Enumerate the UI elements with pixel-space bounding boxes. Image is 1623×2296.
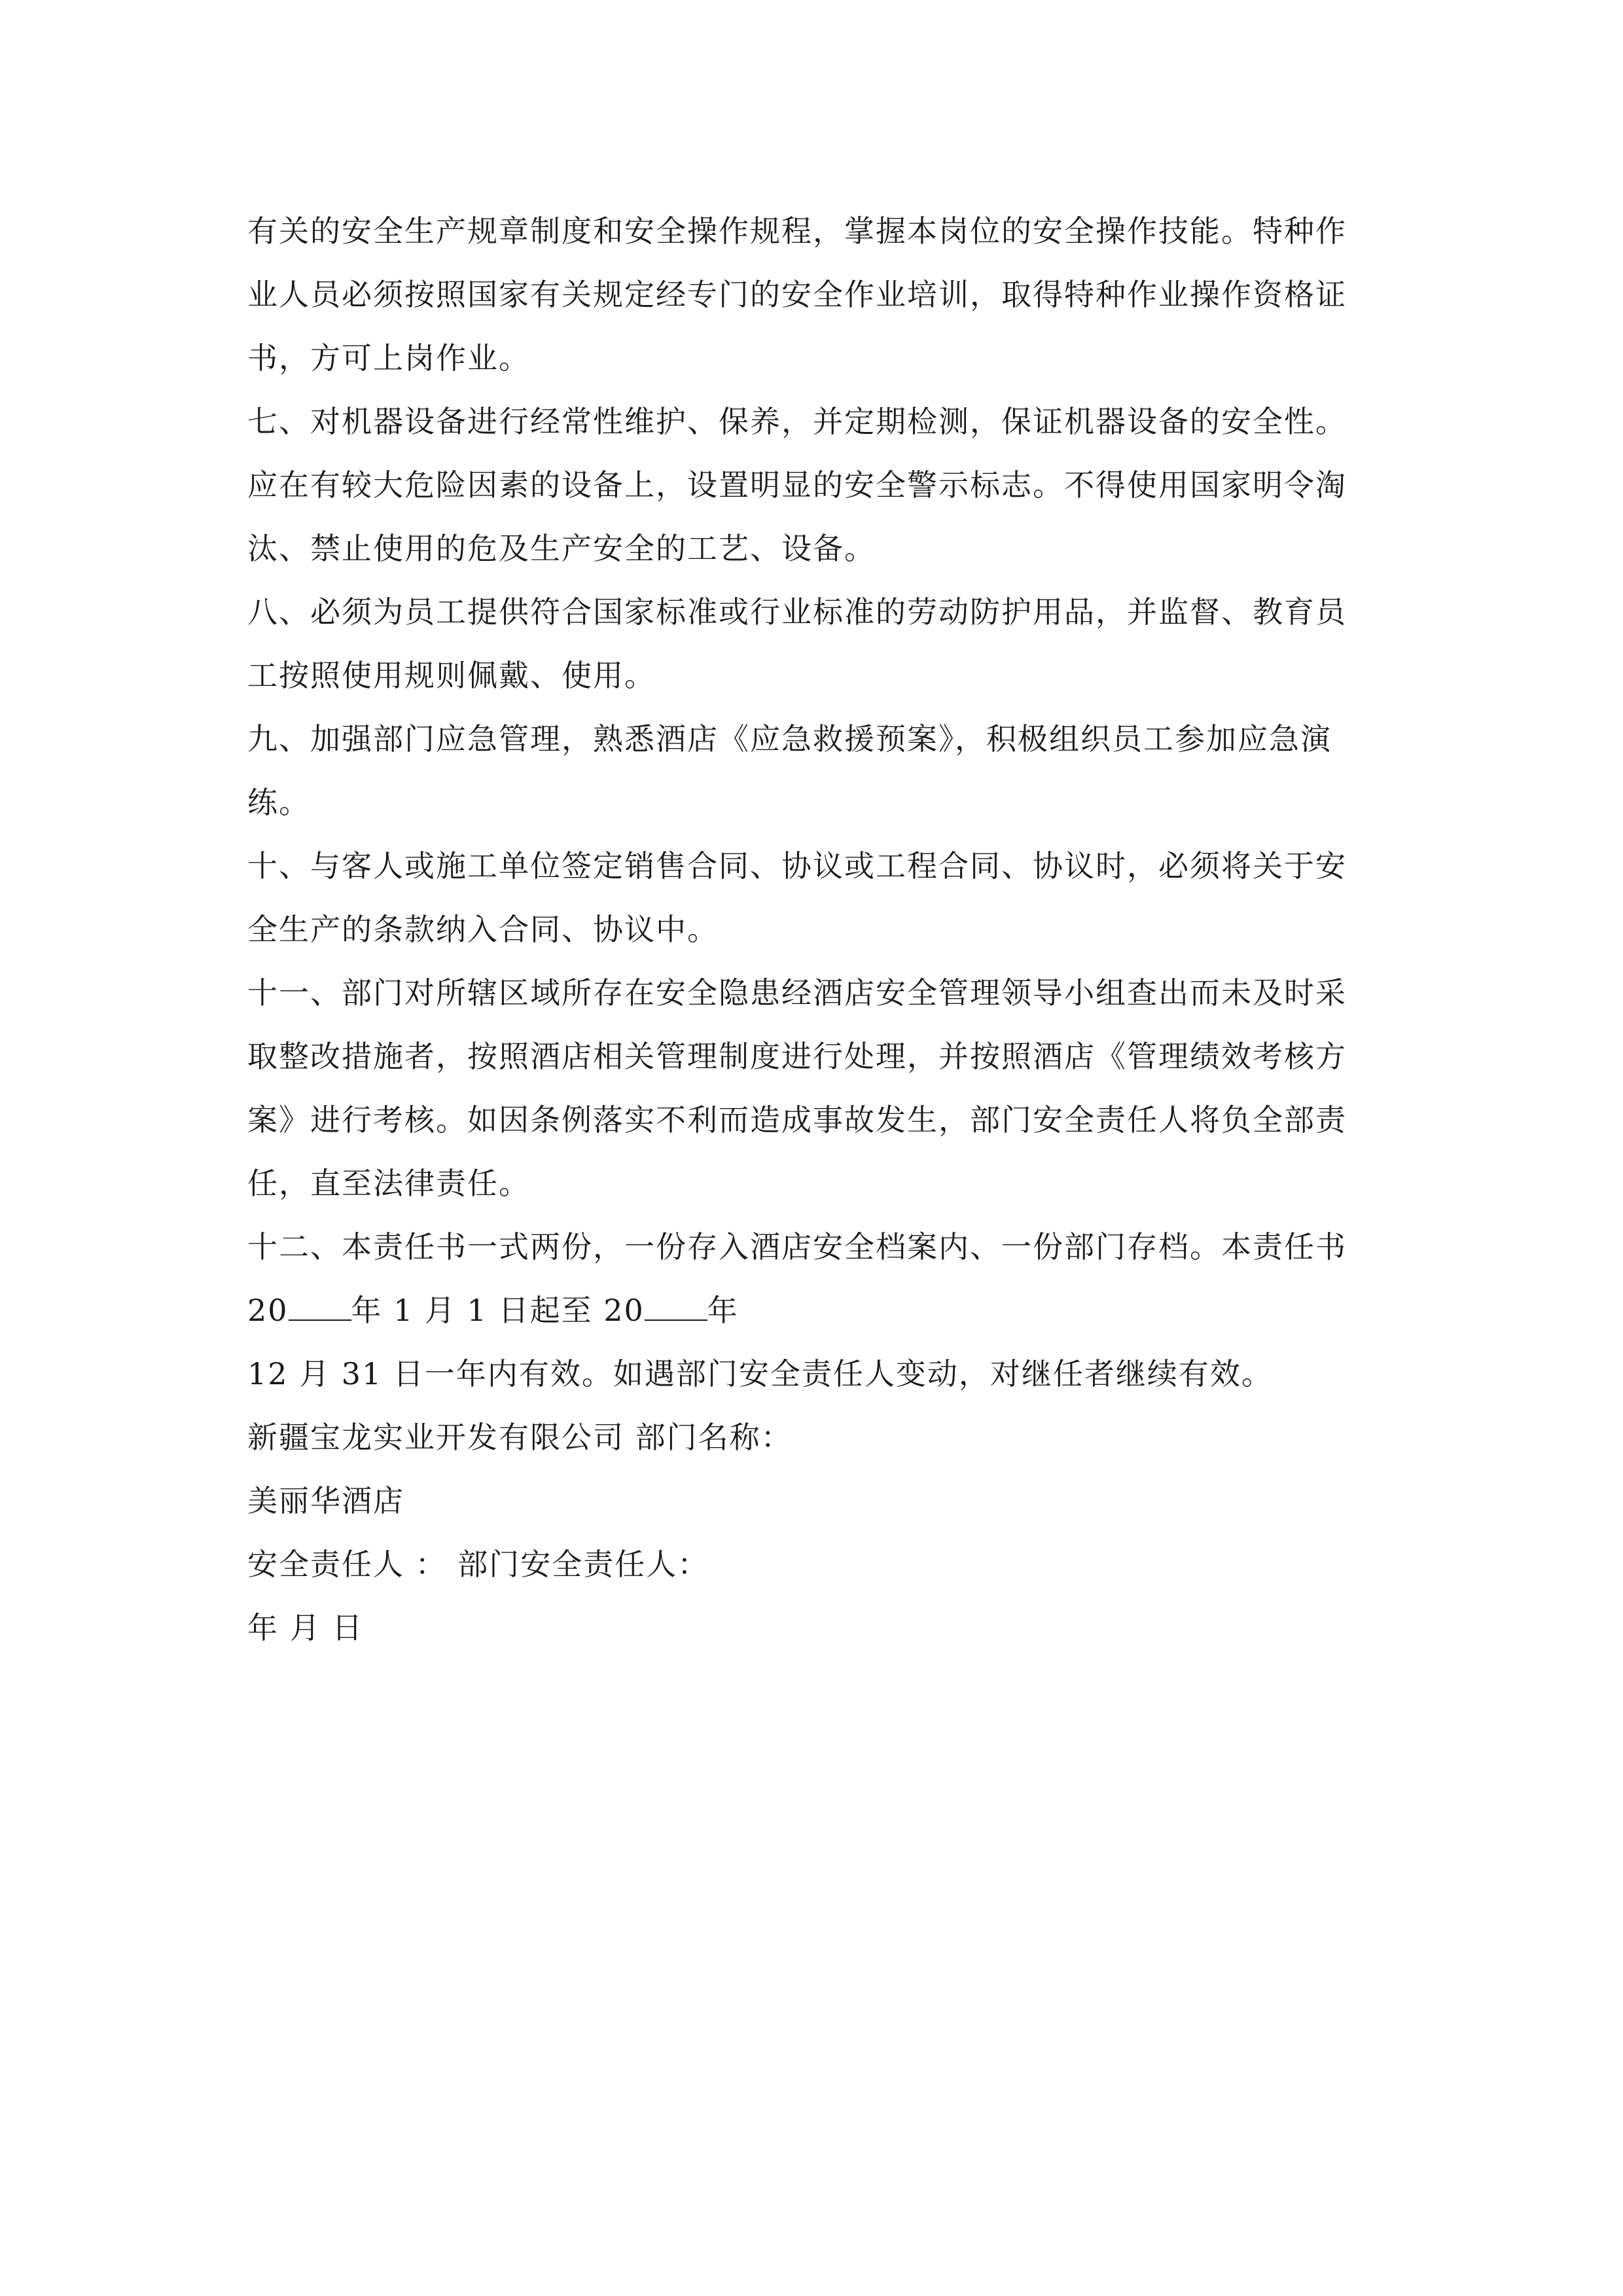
text-line: 书，方可上岗作业。: [247, 340, 530, 376]
text-line: 案》进行考核。如因条例落实不利而造成事故发生，部门安全责任人将负全部责: [247, 1102, 1347, 1138]
clause-8: 八、必须为员工提供符合国家标准或行业标准的劳动防护用品，并监督、教育员: [247, 594, 1347, 630]
text-line: 业人员必须按照国家有关规定经专门的安全作业培训，取得特种作业操作资格证: [247, 277, 1347, 312]
clause-9: 九、加强部门应急管理，熟悉酒店《应急救援预案》，积极组织员工参加应急演: [247, 721, 1332, 757]
text-line: 任，直至法律责任。: [247, 1166, 530, 1201]
signatory-line: 安全责任人 ： 部门安全责任人：: [247, 1547, 709, 1582]
text-line: 全生产的条款纳入合同、协议中。: [247, 912, 719, 947]
clause-11: 十一、部门对所辖区域所存在安全隐患经酒店安全管理领导小组查出而未及时采: [247, 975, 1347, 1011]
text-line: 应在有较大危险因素的设备上，设置明显的安全警示标志。不得使用国家明令淘: [247, 467, 1347, 503]
company-line: 新疆宝龙实业开发有限公司 部门名称：: [247, 1420, 793, 1455]
document-body: [247, 200, 1399, 1660]
date-sign-line: 年 月 日: [247, 1610, 364, 1645]
year-suffix-end: 年: [707, 1293, 739, 1328]
text-line: 取整改措施者，按照酒店相关管理制度进行处理，并按照酒店《管理绩效考核方: [247, 1039, 1347, 1074]
clause-10: 十、与客人或施工单位签定销售合同、协议或工程合同、协议时，必须将关于安: [247, 848, 1347, 884]
clause-7: 七、对机器设备进行经常性维护、保养，并定期检测，保证机器设备的安全性。: [247, 404, 1347, 439]
validity-date-line: [247, 1279, 1399, 1342]
year-blank-end: [645, 1297, 707, 1321]
text-line: 有关的安全生产规章制度和安全操作规程，掌握本岗位的安全操作技能。特种作: [247, 213, 1347, 249]
text-line: 练。: [247, 785, 310, 820]
validity-end-line: 12 月 31 日一年内有效。如遇部门安全责任人变动，对继任者继续有效。: [247, 1356, 1273, 1391]
hotel-name: 美丽华酒店: [247, 1483, 404, 1518]
text-line: 汰、禁止使用的危及生产安全的工艺、设备。: [247, 531, 876, 566]
year-prefix-start: 20: [247, 1293, 289, 1328]
text-line: 工按照使用规则佩戴、使用。: [247, 658, 656, 693]
year-blank-start: [289, 1297, 351, 1321]
clause-12: 十二、本责任书一式两份，一份存入酒店安全档案内、一份部门存档。本责任书: [247, 1229, 1347, 1265]
date-middle: 年 1 月 1 日起至 20: [351, 1293, 645, 1328]
